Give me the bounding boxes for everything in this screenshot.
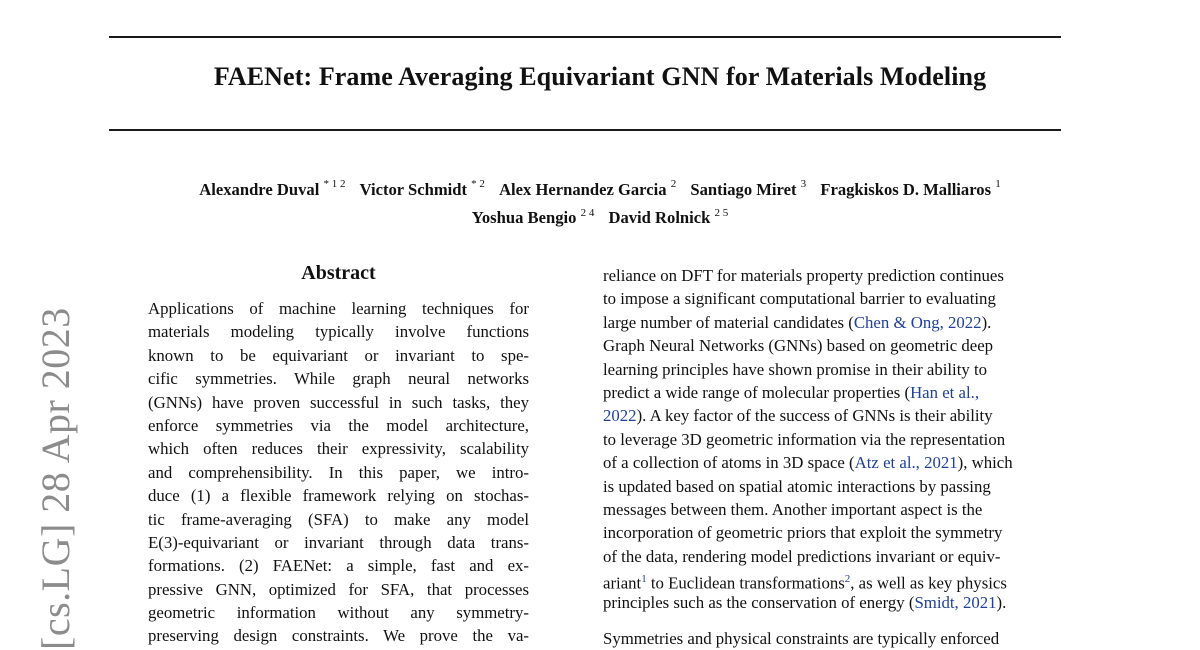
abstract-line: pressive GNN, optimized for SFA, that processes <box>148 579 529 599</box>
abstract-line: geometric information without any symmetry- <box>148 603 529 623</box>
author: Fragkiskos D. Malliaros $^1$ <box>820 178 1001 199</box>
body-line: 2022). A key factor of the success of GNNs is their ability <box>603 406 993 426</box>
body-line: predict a wide range of molecular properties (Han et al., <box>603 382 980 402</box>
citation-link[interactable]: Smidt, 2021 <box>914 593 997 613</box>
paragraph-gap <box>603 615 1063 627</box>
title-rule-bottom <box>109 129 1061 131</box>
citation-link[interactable]: Han et al., <box>910 382 980 402</box>
author: Yoshua Bengio $^{2 4}$ <box>471 206 595 228</box>
author: Alexandre Duval $^{* 1 2}$ <box>199 178 346 199</box>
body-line: to leverage 3D geometric information via the representation <box>603 429 1006 449</box>
abstract-line: materials modeling typically involve functions <box>148 322 529 342</box>
body-line: incorporation of geometric priors that exploit the symmetry <box>603 523 1003 543</box>
arxiv-stamp-text: [cs.LG] 28 Apr 2023 <box>33 307 78 650</box>
body-line: large number of material candidates (Chen & Ong, 2022). <box>603 312 992 332</box>
abstract-line: duce (1) a flexible framework relying on stochas- <box>148 486 529 506</box>
citation-link[interactable]: Atz et al., 2021 <box>854 453 958 473</box>
body-line: messages between them. Another important aspect is the <box>603 499 983 519</box>
body-line: Graph Neural Networks (GNNs) based on geometric deep <box>603 336 994 356</box>
citation-link[interactable]: Chen & Ong, 2022 <box>853 312 982 332</box>
footnote-marker[interactable]: 2 <box>844 573 851 586</box>
abstract-line: enforce symmetries via the model architecture, <box>148 415 529 435</box>
body-line: reliance on DFT for materials property prediction continues <box>603 266 1004 285</box>
abstract-heading: Abstract <box>301 262 376 284</box>
author-row-2 <box>0 202 1200 231</box>
body-line: to impose a significant computational barrier to evaluating <box>603 289 996 309</box>
body-line: Symmetries and physical constraints are typically enforced <box>603 628 1000 648</box>
author: David Rolnick $^{2 5}$ <box>608 206 729 228</box>
abstract-line: formations. (2) FAENet: a simple, fast and ex- <box>148 556 529 576</box>
author-row-1 <box>0 173 1200 202</box>
body-line: principles such as the conservation of energy (Smidt, 2021). <box>603 593 1007 613</box>
body-line: is updated based on spatial atomic interactions by passing <box>603 476 991 496</box>
author: Alex Hernandez Garcia $^2$ <box>499 178 677 199</box>
body-line: of a collection of atoms in 3D space (Atz et al., 2021), which <box>603 453 1013 473</box>
body-line: learning principles have shown promise in their ability to <box>603 359 988 379</box>
abstract-line: cific symmetries. While graph neural networks <box>148 369 529 389</box>
abstract-line: and comprehensibility. In this paper, we intro- <box>148 462 529 482</box>
abstract-body <box>148 297 529 648</box>
abstract-line: (GNNs) have proven successful in such tasks, they <box>148 392 529 412</box>
abstract-line: which often reduces their expressivity, scalability <box>148 439 529 459</box>
author-list <box>0 173 1200 230</box>
footnote-marker[interactable]: 1 <box>641 573 647 586</box>
author: Victor Schmidt $^{* 2}$ <box>359 178 485 199</box>
intro-body <box>603 264 1063 650</box>
abstract-line: tic frame-averaging (SFA) to make any model <box>148 509 529 529</box>
abstract-line: preserving design constraints. We prove the va- <box>148 626 529 646</box>
abstract-line: known to be equivariant or invariant to spe- <box>148 345 529 365</box>
abstract-line: E(3)-equivariant or invariant through data trans- <box>148 532 529 552</box>
citation-link[interactable]: 2022 <box>603 406 637 426</box>
arxiv-stamp <box>28 307 78 650</box>
body-line: ariant$^1$ to Euclidean transformations$^2$, as well as key physics <box>603 573 1007 593</box>
abstract-line: Applications of machine learning techniques for <box>148 299 529 318</box>
author: Santiago Miret $^3$ <box>690 178 807 199</box>
paper-title: FAENet: Frame Averaging Equivariant GNN for Materials Modeling <box>213 62 987 91</box>
title-rule-top <box>109 36 1061 38</box>
body-line: of the data, rendering model predictions invariant or equiv- <box>603 546 1001 566</box>
